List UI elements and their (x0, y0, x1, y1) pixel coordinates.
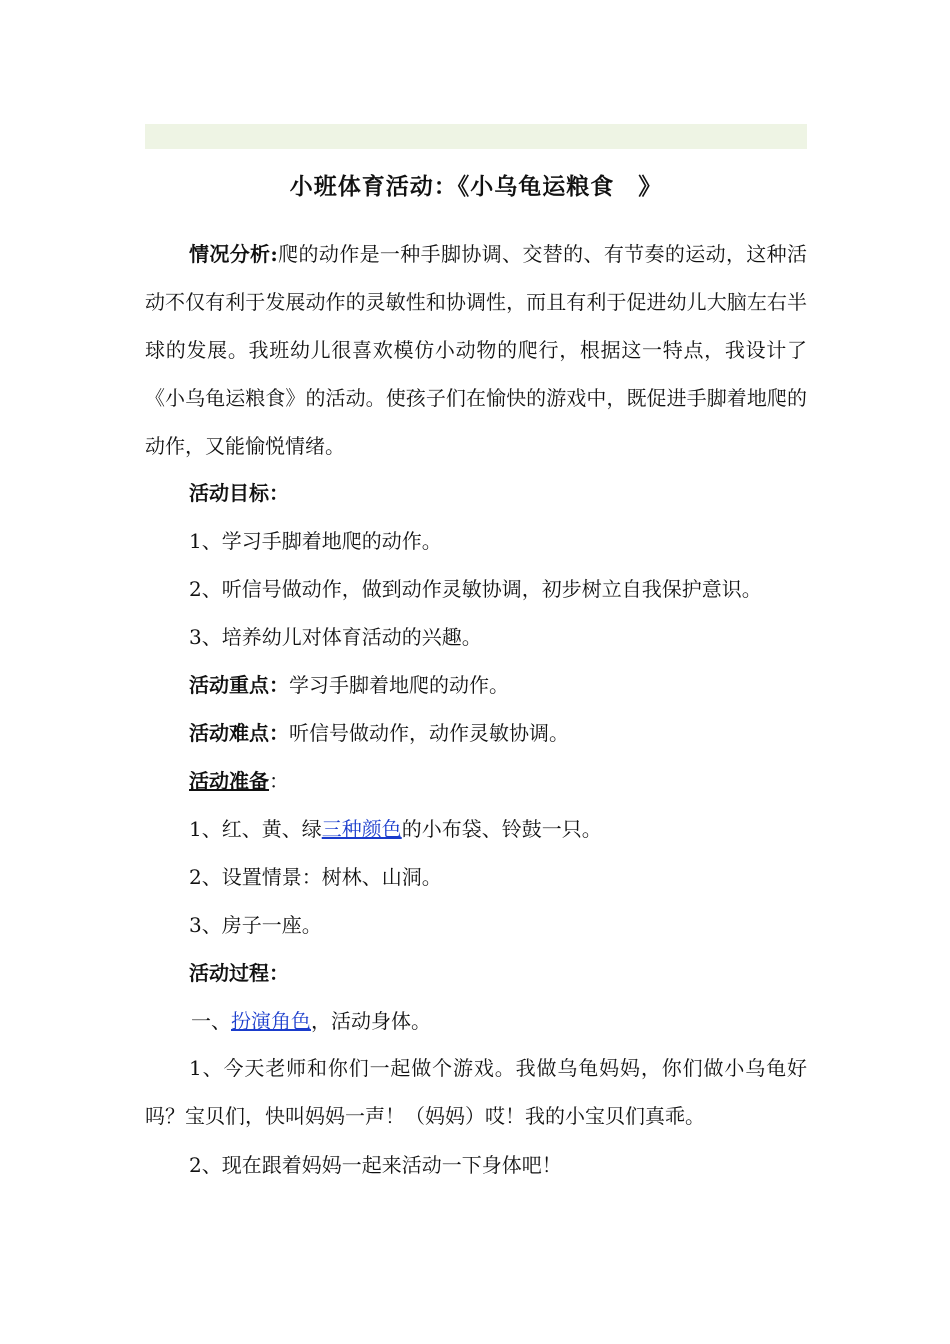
preparation-item-1-suffix: 的小布袋、铃鼓一只。 (401, 817, 602, 841)
process-paragraph-1: 1、今天老师和你们一起做个游戏。我做乌龟妈妈，你们做小乌龟好吗？宝贝们，快叫妈妈一声！（妈妈）哎！我的小宝贝们真乖。 (145, 1056, 807, 1128)
difficulty-label: 活动难点： (189, 721, 289, 745)
three-colors-link[interactable]: 三种颜色 (321, 817, 402, 841)
process-paragraph-2: 2、现在跟着妈妈一起来活动一下身体吧！ (189, 1153, 562, 1177)
preparation-item-2: 2、设置情景：树林、山洞。 (189, 865, 442, 889)
analysis-label: 情况分析: (189, 242, 278, 266)
key-point-text: 学习手脚着地爬的动作。 (289, 673, 509, 697)
goal-item-3: 3、培养幼儿对体育活动的兴趣。 (189, 625, 482, 649)
difficulty-line (189, 718, 809, 748)
analysis-paragraph (145, 230, 807, 470)
process-step-1 (191, 1006, 811, 1036)
preparation-item-1-prefix: 1、红、黄、绿 (189, 817, 322, 841)
preparation-item-3: 3、房子一座。 (189, 913, 322, 937)
preparation-colon: ： (269, 769, 289, 793)
goals-heading: 活动目标： (189, 481, 289, 505)
key-point-label: 活动重点： (189, 673, 289, 697)
goal-item-2: 2、听信号做动作，做到动作灵敏协调，初步树立自我保护意识。 (189, 577, 762, 601)
preparation-item-1 (189, 814, 809, 844)
preparation-heading (189, 766, 809, 796)
document-title: 小班体育活动：《小乌龟运粮食 》 (289, 173, 663, 200)
process-step-1-prefix: 一、 (191, 1009, 231, 1033)
role-play-link[interactable]: 扮演角色 (231, 1009, 311, 1033)
goal-item-1: 1、学习手脚着地爬的动作。 (189, 529, 442, 553)
preparation-label: 活动准备 (189, 769, 269, 793)
process-heading: 活动过程： (189, 961, 289, 985)
difficulty-text: 听信号做动作，动作灵敏协调。 (289, 721, 569, 745)
analysis-text: 爬的动作是一种手脚协调、交替的、有节奏的运动，这种活动不仅有利于发展动作的灵敏性和协调性，而且有利于促进幼儿大脑左右半球的发展。我班幼儿很喜欢模仿小动物的爬行，根据这一特点，我设计了《小乌龟运粮食》的活动。使孩子们在愉快的游戏中，既促进手脚着地爬的动作，又能愉悦情绪。 (145, 242, 808, 458)
header-band (145, 124, 807, 149)
key-point-line (189, 670, 809, 700)
process-step-1-suffix: ，活动身体。 (311, 1009, 431, 1033)
